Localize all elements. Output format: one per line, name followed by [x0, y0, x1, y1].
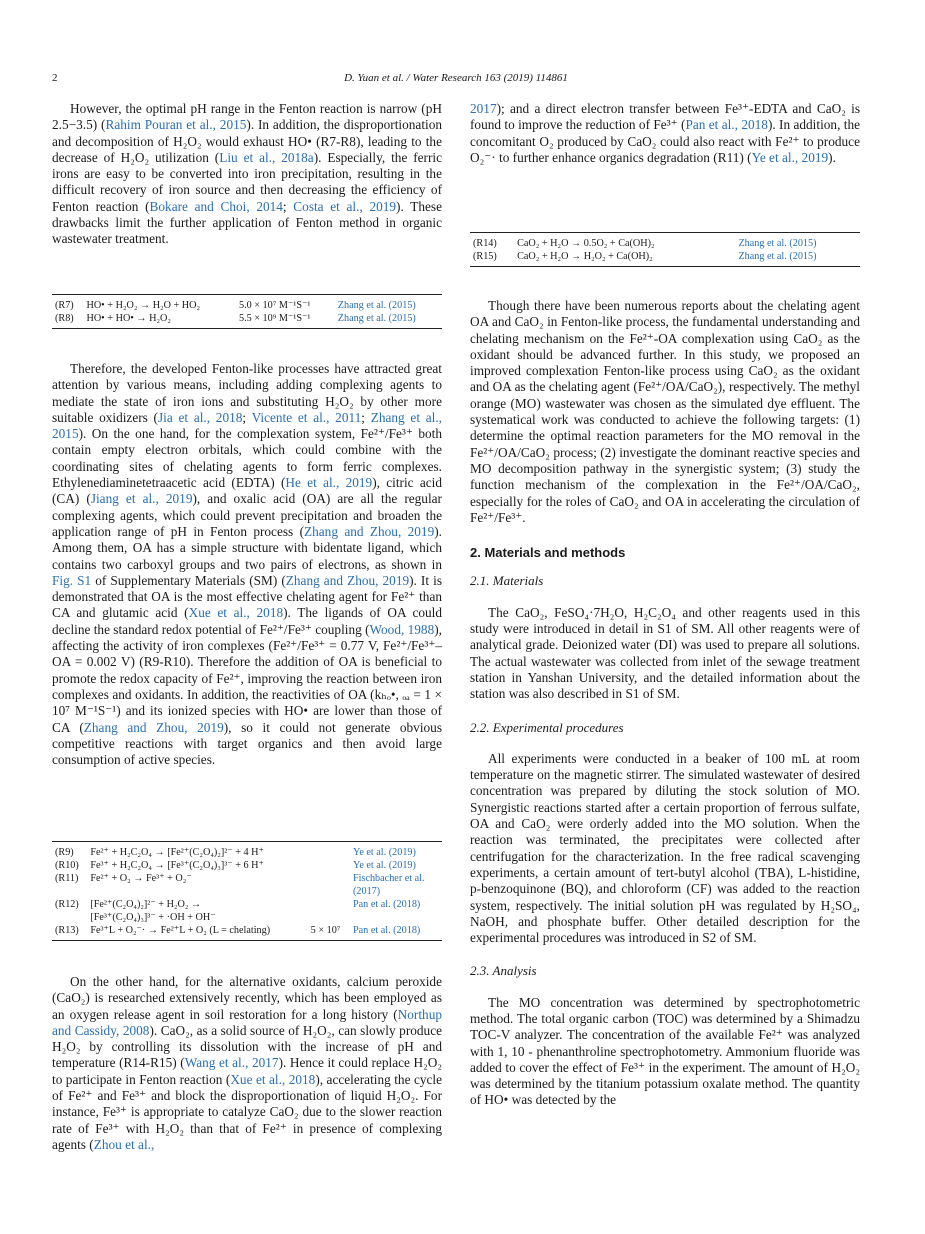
rate-constant: 5 × 10⁷ — [310, 925, 341, 936]
citation-link[interactable]: Rahim Pouran et al., 2015 — [105, 117, 247, 133]
text-run: However, the optimal pH range in the Fenton reaction is narrow (pH 2.5−3.5) ( — [52, 101, 442, 133]
subsection-heading: 2.3. Analysis — [470, 963, 537, 979]
citation-link[interactable]: Pan et al., 2018 — [685, 117, 768, 133]
paragraph — [470, 298, 860, 526]
reaction-equation: HO• + H₂O₂ → H₂O + HO₂ — [86, 300, 201, 311]
text-run: ), and oxalic acid (OA) are all the regular complexing agents, which could prevent precipitation and broaden the application range of pH in Fenton process ( — [52, 491, 442, 539]
reaction-row — [52, 898, 442, 911]
right-column — [470, 101, 860, 166]
reaction-reference[interactable]: Pan et al. (2018) — [352, 899, 421, 910]
rate-constant — [727, 237, 736, 250]
text-run: ). In addition, the concomitant O₂ produced by CaO₂ could also react with Fe²⁺ to produce O₂⁻· to further enhance organics degradation (R11) ( — [470, 117, 860, 165]
reaction-id: (R13) — [55, 925, 79, 936]
reaction-id — [52, 885, 87, 898]
citation-link[interactable]: Jiang et al., 2019 — [90, 491, 193, 507]
reaction-reference[interactable]: Fischbacher et al. — [352, 873, 425, 884]
text-run: of Supplementary Materials (SM) ( — [91, 572, 286, 588]
subsection-heading: 2.1. Materials — [470, 573, 544, 589]
reaction-table-r9-r13 — [52, 841, 442, 941]
citation-link[interactable]: Bokare and Choi, 2014 — [149, 198, 283, 214]
citation-link[interactable]: Zhou et al., — [93, 1136, 155, 1152]
reaction-equation: Fe²⁺ + O₂ → Fe³⁺ + O₂⁻ — [90, 873, 192, 884]
reaction-id: (R7) — [55, 300, 74, 311]
running-title: D. Yuan et al. / Water Research 163 (2019) 114861 — [344, 72, 568, 84]
reaction-reference[interactable]: (2017) — [352, 886, 381, 897]
citation-link[interactable]: Liu et al., 2018a — [219, 149, 314, 165]
citation-link[interactable]: Northup and Cassidy, 2008 — [52, 1006, 442, 1038]
text-run: Therefore, the developed Fenton-like processes have attracted great attention by various means, including adding complexing agents to mediate the state of iron ions and substituting H₂O₂ by other more suitable oxidizers ( — [52, 361, 442, 425]
citation-link[interactable]: Fig. S1 — [52, 572, 92, 588]
reaction-id: (R12) — [55, 899, 79, 910]
paragraph — [470, 605, 860, 703]
citation-link[interactable]: Wood, 1988 — [369, 621, 435, 637]
text-run: On the other hand, for the alternative oxidants, calcium peroxide (CaO₂) is researched extensively recently, which has been employed as an oxygen release agent in soil restoration for a long history ( — [52, 974, 442, 1022]
paragraph — [470, 751, 860, 947]
reaction-equation: Fe²⁺ + H₂C₂O₄ → [Fe²⁺(C₂O₄)₂]²⁻ + 4 H⁺ — [90, 847, 264, 858]
text-run: ); and a direct electron transfer between Fe³⁺-EDTA and CaO₂ is found to improve the reduction of Fe³⁺ ( — [470, 101, 860, 133]
reaction-equation: [Fe²⁺(C₂O₄)₂]²⁻ + H₂O₂ → — [90, 899, 202, 910]
rate-constant — [308, 911, 350, 924]
paragraph — [52, 361, 442, 768]
citation-link[interactable]: He et al., 2019 — [285, 475, 373, 491]
reaction-reference[interactable]: Pan et al. (2018) — [352, 925, 421, 936]
citation-link[interactable]: Xue et al., 2018 — [230, 1071, 316, 1087]
reaction-row — [470, 250, 860, 263]
reaction-row — [52, 312, 442, 325]
rate-constant: 5.5 × 10⁹ M⁻¹S⁻¹ — [238, 313, 311, 324]
text-run: ), so it could not generate obvious competitive reactions with target organics and then avoid large consumption of active species. — [52, 719, 442, 768]
text-run: ; — [361, 409, 371, 425]
reaction-reference[interactable]: Zhang et al. (2015) — [738, 251, 817, 262]
page-number: 2 — [52, 72, 58, 84]
reaction-equation: HO• + HO• → H₂O₂ — [86, 313, 171, 324]
citation-link[interactable]: Zhang et al., 2015 — [52, 409, 442, 442]
reaction-row — [470, 237, 860, 250]
reaction-equation: CaO₂ + H₂O → 0.5O₂ + Ca(OH)₂ — [517, 238, 655, 249]
text-run: ), affecting the activity of iron complexes (Fe²⁺/Fe³⁺ = 0.77 V, Fe²⁺/Fe³⁺–OA = 0.002 V) (R9-R10). Therefore the addition of OA is beneficial to promote the redox capacity of Fe²⁺, improving the reaction between iron complexes and oxidants. In addition, the reactivities of OA (kₕₒ•, ₒₐ = 1 × 10⁷ M⁻¹S⁻¹) and its ionized species with HO• are lower than those of CA ( — [52, 621, 442, 735]
rate-constant: 5.0 × 10⁷ M⁻¹S⁻¹ — [238, 300, 311, 311]
paragraph — [52, 974, 442, 1153]
citation-link[interactable]: Costa et al., 2019 — [293, 198, 397, 214]
rate-constant — [308, 885, 350, 898]
citation-link[interactable]: Zhang and Zhou, 2019 — [83, 719, 224, 735]
text-run: ). These drawbacks limit the further application of Fenton method in organic wastewater treatment. — [52, 198, 442, 247]
text-run: ). Hence it could replace H₂O₂ to participate in Fenton reaction ( — [52, 1055, 442, 1087]
right-column-mid — [470, 298, 860, 1109]
citation-link[interactable]: Vicente et al., 2011 — [251, 409, 362, 425]
text-run: The CaO₂, FeSO₄·7H₂O, H₂C₂O₄ and other reagents used in this study were introduced in detail in S1 of SM. All other reagents were of analytical grade. Deionized water (DI) was used to prepare all solutions. The actual wastewater was collected from inlet of the sewage treatment station in Yanshan University, and the detailed information about the station was also described in S1 of SM. — [470, 604, 860, 702]
reaction-id — [52, 911, 87, 924]
reaction-id: (R8) — [55, 313, 74, 324]
reaction-equation: Fe³⁺ + H₂C₂O₄ → [Fe³⁺(C₂O₄)₃]³⁻ + 6 H⁺ — [90, 860, 264, 871]
text-run: The MO concentration was determined by spectrophotometric method. The total organic carbon (TOC) was determined by a Shimadzu TOC-V analyzer. The concentration of the available Fe²⁺ was analyzed with 1, 10 - phenanthroline spectrophotometry. Ammonium fluoride was added to cover the effect of Fe³⁺ in the experiment. The amount of H₂O₂ was determined by the titanium potassium oxalate method. The quantity of HO• was detected by the — [470, 994, 860, 1108]
citation-link[interactable]: Jia et al., 2018 — [158, 409, 243, 425]
left-column-mid — [52, 361, 442, 768]
text-run: ). It is demonstrated that OA is the most effective chelating agent for Fe²⁺ than CA and glutamic acid ( — [52, 572, 442, 621]
rate-constant — [727, 250, 736, 263]
reaction-id: (R14) — [473, 238, 497, 249]
reaction-equation: [Fe³⁺(C₂O₄)₃]³⁻ + ·OH + OH⁻ — [90, 912, 216, 923]
text-run: ). CaO₂, as a solid source of H₂O₂, can slowly produce H₂O₂ by controlling its dissolution with the increase of pH and temperature (R14-R15) ( — [52, 1022, 442, 1071]
text-run: ; — [242, 409, 252, 425]
text-run: ). In addition, the disproportionation and decomposition of H₂O₂ would exhaust HO• (R7-R8), leading to the decrease of H₂O₂ utilization ( — [52, 117, 443, 165]
reaction-reference[interactable]: Zhang et al. (2015) — [337, 313, 416, 324]
text-run: ), accelerating the cycle of Fe²⁺ and Fe³⁺ and block the disproportionation of liquid H₂O₂. For instance, Fe³⁺ is appropriate to catalyze CaO₂ due to the slower reaction rate of Fe³⁺ with H₂O₂ than that of Fe²⁺ in presence of complexing agents ( — [52, 1071, 442, 1152]
text-run: Though there have been numerous reports about the chelating agent OA and CaO₂ in Fenton-like process, the fundamental understanding and chelating mechanism on the Fe²⁺-OA complexation using CaO₂ as the oxidant should be advanced further. In this study, we proposed an improved complexation Fenton-like process using CaO₂ as the oxidant and OA as the chelating agent (Fe²⁺/OA/CaO₂), respectively. The methyl orange (MO) wastewater was chosen as the simulated dye effluent. The systematical work was conducted to achieve the following targets: (1) determine the optimal reaction parameters for the MO removal in the Fe²⁺/OA/CaO₂ process; (2) investigate the dominant reactive species and MO decomposition pathway in the synergistic system; (3) study the function mechanism of the complexation in the Fe²⁺/OA/CaO₂, especially for the roles of CaO₂ and OA in accelerating the circulation of Fe²⁺/Fe³⁺. — [470, 298, 860, 525]
text-run: ). On the one hand, for the complexation system, Fe²⁺/Fe³⁺ both contain empty electron orbitals, which could combine with the coordinating sites of chelating agents to form ferric complexes. Ethylenediaminetetraacetic acid (EDTA) ( — [52, 426, 442, 491]
text-run: All experiments were conducted in a beaker of 100 mL at room temperature on the magnetic stirrer. The simulated wastewater of desired concentration was prepared by diluting the stock solution of MO. Synergistic reactions started after a certain proportion of ferrous sulfate, OA and CaO₂ were orderly added into the MO solution. When the reaction was terminated, the precipitates were collected after centrifugation for the characterization. In the free radical scavenging experiments, a certain amount of tert-butyl alcohol (TBA), L-histidine, p-benzoquinone (BQ), and chloroform (CF) was added to the reaction system, respectively. The initial solution pH was regulated by H₂SO₄, NaOH, and phosphate buffer. Other detailed description for the experimental procedures was introduced in S2 of SM. — [470, 750, 860, 946]
subsection-heading: 2.2. Experimental procedures — [470, 719, 624, 735]
citation-link[interactable]: 2017 — [470, 101, 497, 116]
reaction-reference[interactable]: Zhang et al. (2015) — [738, 238, 817, 249]
reaction-reference[interactable]: Ye et al. (2019) — [352, 847, 416, 858]
reaction-reference — [350, 911, 442, 924]
text-run: ). — [828, 149, 836, 165]
reaction-row — [52, 299, 442, 312]
reaction-equation: Fe³⁺L + O₂⁻· → Fe²⁺L + O₂ (L = chelating) — [90, 925, 271, 936]
reaction-table-r14-r15 — [470, 232, 860, 267]
reaction-equation: CaO₂ + H₂O → H₂O₂ + Ca(OH)₂ — [517, 251, 653, 262]
rate-constant — [308, 859, 350, 872]
rate-constant — [308, 846, 350, 859]
citation-link[interactable]: Zhang and Zhou, 2019 — [285, 572, 410, 588]
reaction-equation — [87, 885, 307, 898]
reaction-reference[interactable]: Ye et al. (2019) — [352, 860, 416, 871]
reaction-row — [52, 911, 442, 924]
left-column-bottom — [52, 974, 442, 1153]
text-run: ). The ligands of OA could decline the standard redox potential of Fe²⁺/Fe³⁺ coupling ( — [52, 605, 443, 637]
reaction-row — [52, 859, 442, 872]
reaction-id: (R15) — [473, 251, 497, 262]
reaction-id: (R10) — [55, 860, 79, 871]
paragraph — [52, 101, 442, 248]
text-run: ; — [282, 198, 294, 214]
reaction-row — [52, 846, 442, 859]
text-run: ). Among them, OA has a simple structure with bidentate ligand, which contains two carboxyl groups and two pairs of electrons, as shown in — [52, 523, 442, 572]
text-run: ). Especially, the ferric irons are easy to be converted into iron precipitation, resulting in the difficult recovery of iron source and then decreasing the efficiency of Fenton reaction ( — [52, 149, 443, 214]
rate-constant — [308, 872, 350, 885]
left-column — [52, 101, 442, 248]
reaction-id: (R11) — [55, 873, 79, 884]
section-heading: 2. Materials and methods — [470, 545, 626, 561]
reaction-reference[interactable]: Zhang et al. (2015) — [337, 300, 416, 311]
citation-link[interactable]: Ye et al., 2019 — [751, 149, 829, 165]
rate-constant — [308, 898, 350, 911]
reaction-row — [52, 924, 442, 937]
reaction-id: (R9) — [55, 847, 74, 858]
paragraph — [470, 101, 860, 166]
citation-link[interactable]: Wang et al., 2017 — [184, 1055, 279, 1071]
citation-link[interactable]: Zhang and Zhou, 2019 — [304, 523, 435, 539]
reaction-row — [52, 872, 442, 885]
paragraph — [470, 995, 860, 1109]
citation-link[interactable]: Xue et al., 2018 — [188, 605, 284, 621]
reaction-row — [52, 885, 442, 898]
text-run: ), citric acid (CA) ( — [52, 475, 442, 507]
reaction-table-r7-r8 — [52, 294, 442, 329]
